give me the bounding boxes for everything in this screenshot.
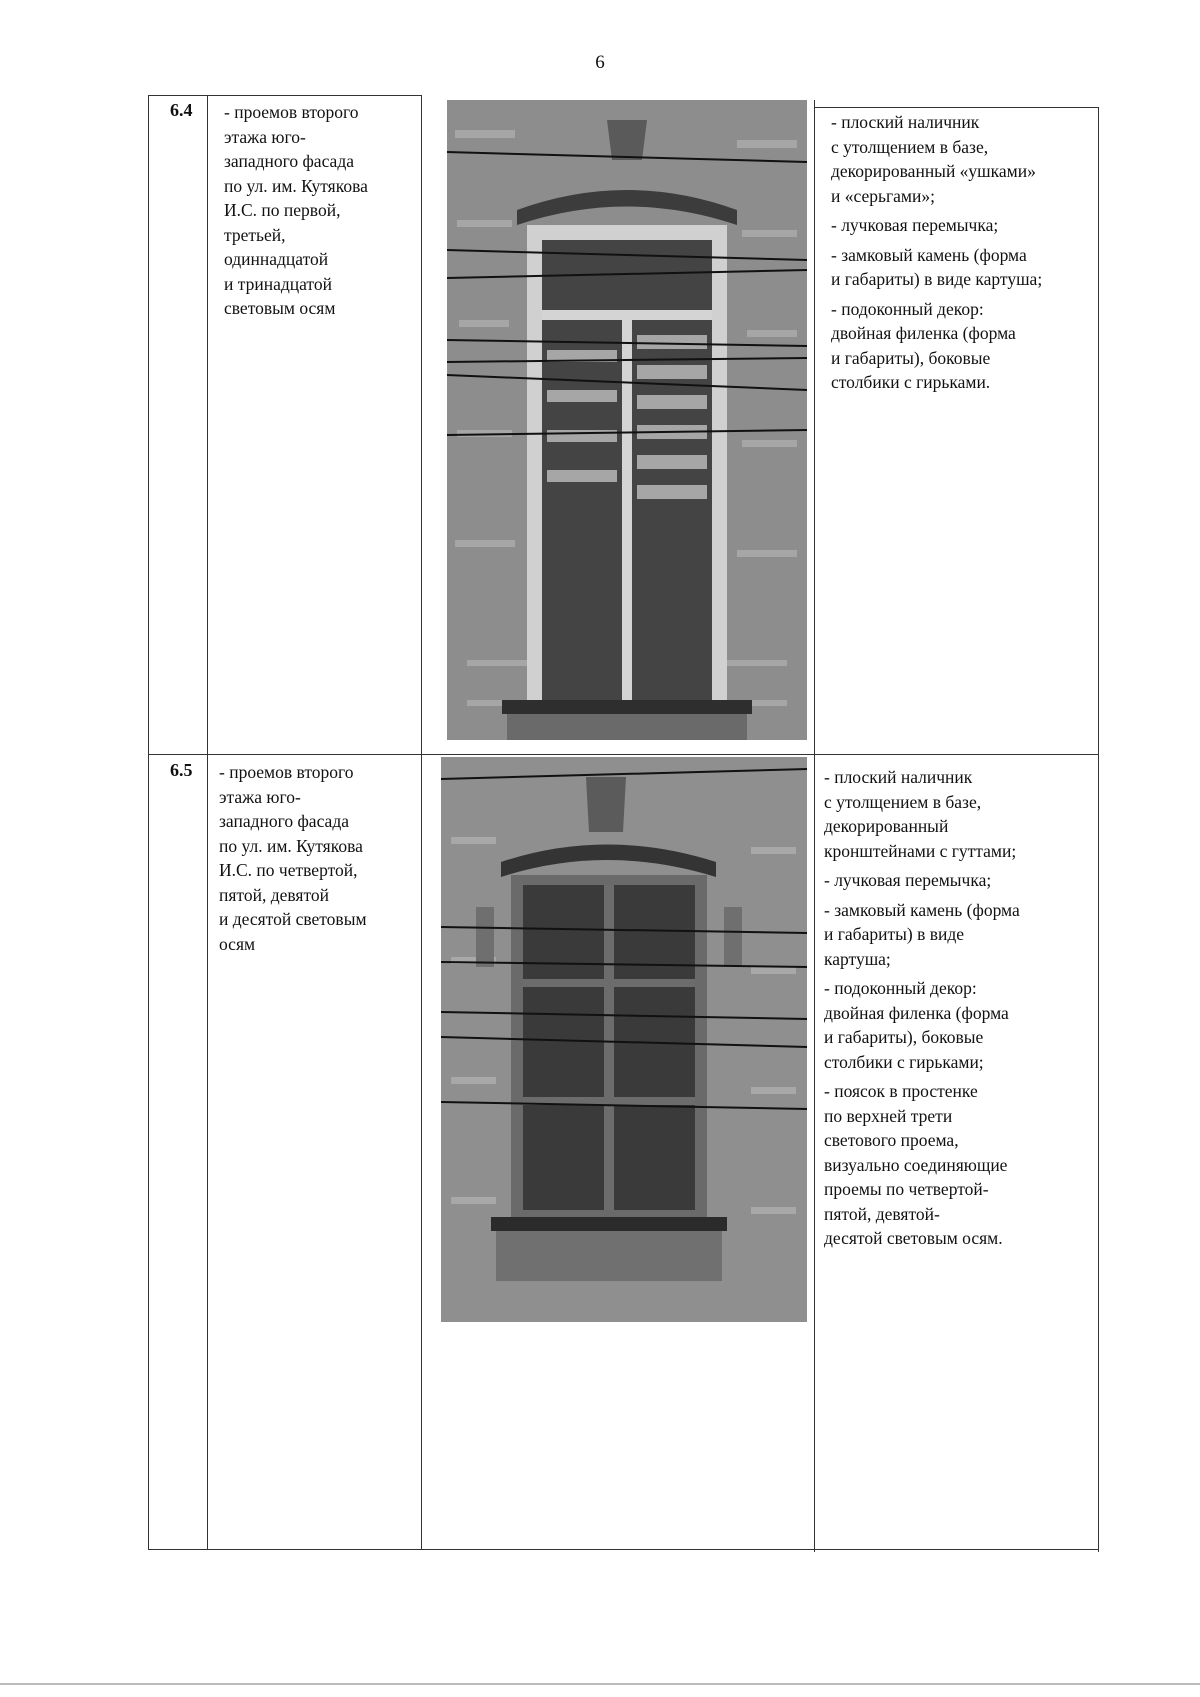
feature-item: - плоский наличник с утолщением в базе, декорированный «ушками» и «серьгами»; xyxy=(831,112,1036,206)
feature-item: - замковый камень (форма и габариты) в виде картуша; xyxy=(831,244,1043,289)
feature-item: - лучковая перемычка; xyxy=(824,870,992,890)
row-number: 6.4 xyxy=(170,100,193,120)
feature-item: - поясок в простенке по верхней трети светового проема, визуально соединяющие проемы по четвертой- пятой, девятой- десятой световым осям. xyxy=(824,1081,1008,1248)
row-number: 6.5 xyxy=(170,760,193,780)
feature-item: - подоконный декор: двойная филенка (форма и габариты), боковые столбики с гирьками; xyxy=(824,978,1009,1072)
row-features xyxy=(824,765,1096,1256)
row-features xyxy=(831,110,1096,400)
page-number: 6 xyxy=(595,52,605,73)
window-photo xyxy=(447,100,807,740)
feature-item: - подоконный декор: двойная филенка (форма и габариты), боковые столбики с гирьками. xyxy=(831,298,1016,392)
feature-item: - замковый камень (форма и габариты) в виде картуша; xyxy=(824,899,1020,969)
feature-item: - лучковая перемычка; xyxy=(831,215,999,235)
scan-edge xyxy=(0,1683,1200,1685)
row-description: - проемов второго этажа юго- западного фасада по ул. им. Кутякова И.С. по четвертой, пятой, девятой и десятой световым осям xyxy=(219,762,367,954)
row-description: - проемов второго этажа юго- западного фасада по ул. им. Кутякова И.С. по первой, третьей, одиннадцатой и тринадцатой световым осям xyxy=(224,102,368,318)
feature-item: - плоский наличник с утолщением в базе, декорированный кронштейнами с гуттами; xyxy=(824,767,1017,861)
window-photo xyxy=(441,757,807,1322)
